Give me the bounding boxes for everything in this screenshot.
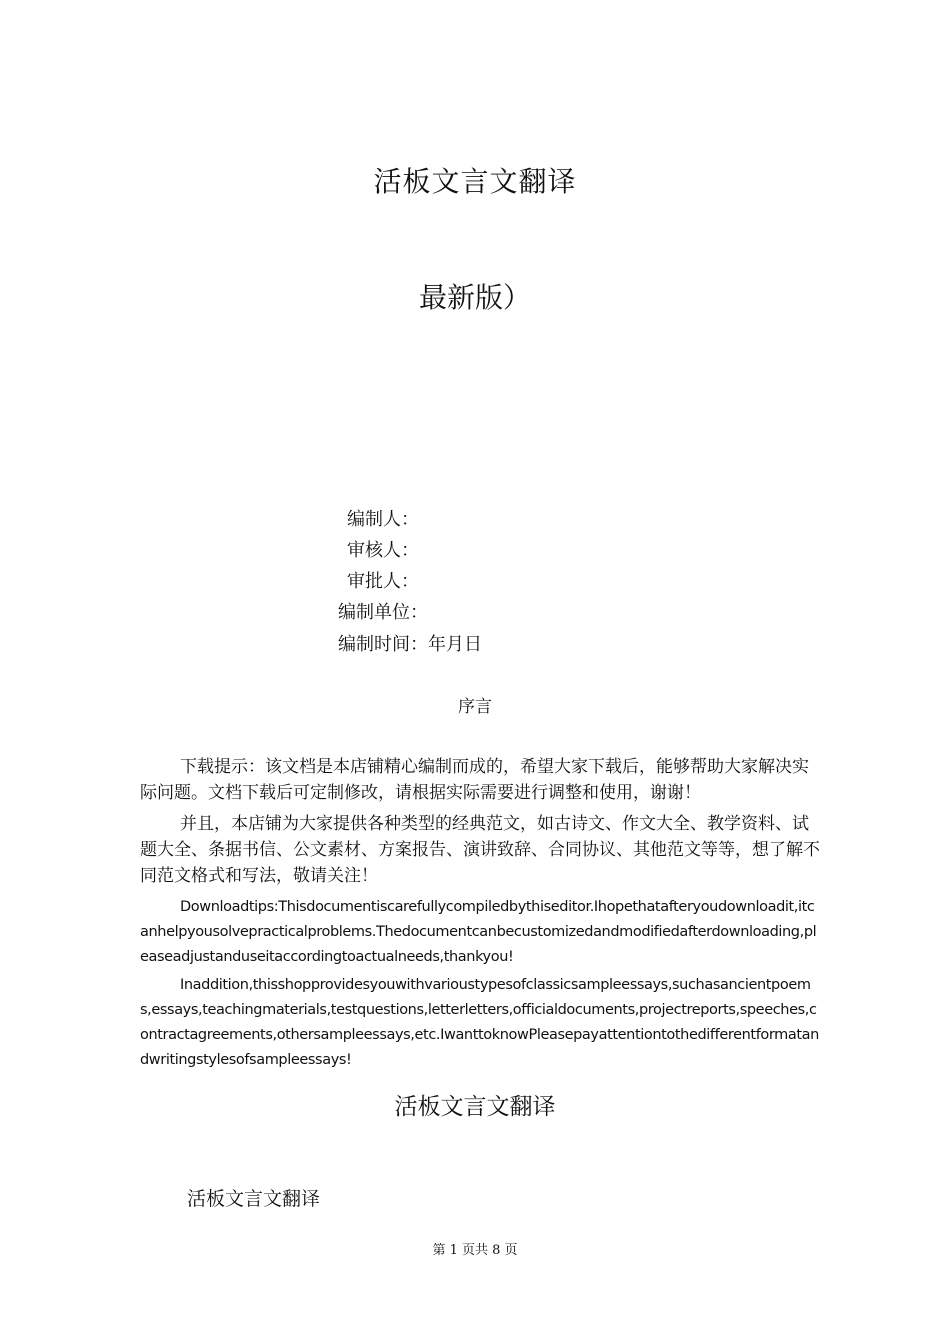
mid-title: 活板文言文翻译 [394,1094,556,1120]
meta-unit: 编制单位： [338,602,428,623]
page-footer: 第 1 页共 8 页 [432,1243,518,1258]
meta-approver: 审批人： [347,571,419,592]
meta-editor: 编制人： [347,509,419,530]
section-title: 活板文言文翻译 [187,1188,321,1210]
meta-reviewer: 审核人： [347,540,419,561]
meta-date: 编制时间：年月日 [338,634,482,655]
document-subtitle: 最新版） [418,281,531,314]
preface-paragraph-cn-2: 并且，本店铺为大家提供各种类型的经典范文，如古诗文、作文大全、教学资料、试题大全、条据书信、公文素材、方案报告、演讲致辞、合同协议、其他范文等等，想了解不同范文格式和写法，敬请关注！ [140,814,820,886]
preface-paragraph-en-2: Inaddition,thisshopprovidesyouwithvarioustypesofclassicsampleessays,suchasancientpoems,essays,teachingmaterials,testquestions,letterletters,officialdocuments,projectreports,speeches,contractagreements,othersampleessays,etc.IwanttoknowPleasepayattentiontothedifferentformatandwritingstylesofsampleessays! [140,977,819,1068]
preface-heading: 序言 [458,697,492,717]
preface-paragraph-en-1: Downloadtips:Thisdocumentiscarefullycompiledbythiseditor.Ihopethatafteryoudownloadit,itcanhelpyousolvepracticalproblems.Thedocumentcanbecustomizedandmodifiedafterdownloading,pleaseadjustanduseitaccordingtoactualneeds,thankyou! [140,899,817,965]
document-title: 活板文言文翻译 [373,165,577,198]
preface-paragraph-cn-1: 下载提示：该文档是本店铺精心编制而成的，希望大家下载后，能够帮助大家解决实际问题。文档下载后可定制修改，请根据实际需要进行调整和使用，谢谢！ [140,757,809,803]
